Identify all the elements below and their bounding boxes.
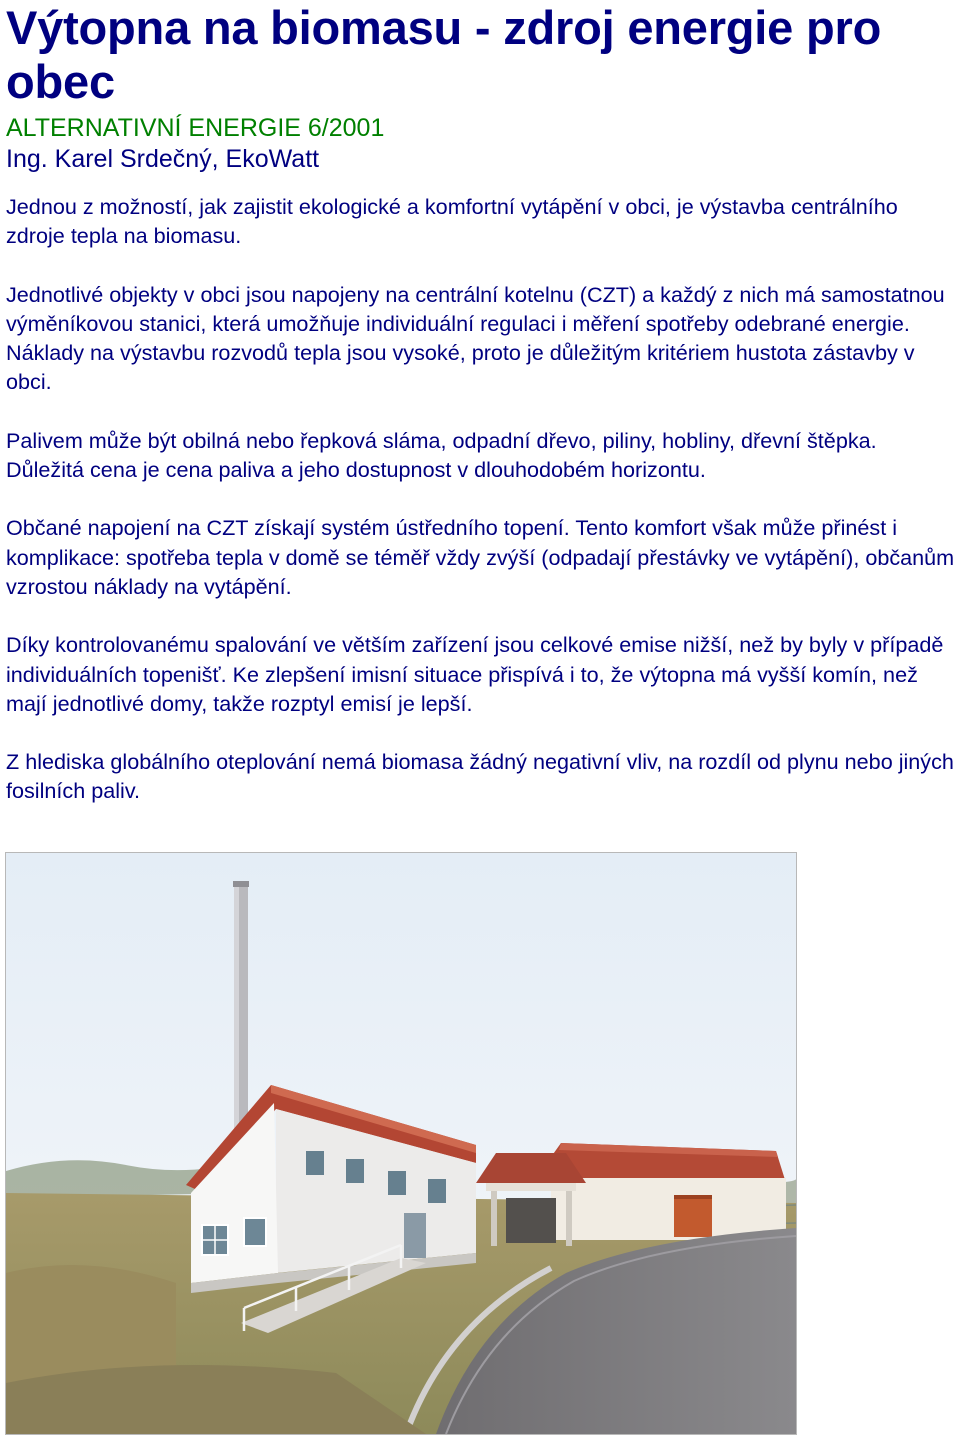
sentence: Náklady na výstavbu rozvodů tepla jsou vysoké, proto je důležitým kritériem hustota zástavby v obci. <box>6 340 915 395</box>
sentence: Palivem může být obilná nebo řepková sláma, odpadní dřevo, piliny, hobliny, dřevní štěpka. <box>6 427 877 453</box>
sentence: Občané napojení na CZT získají systém ústředního topení. <box>6 515 570 541</box>
window <box>428 1179 446 1203</box>
sentence: Díky kontrolovanému spalování ve větším zařízení jsou celkové emise nižší, než by byly v případě individuálních topenišť. <box>6 632 944 687</box>
sentence: Důležitá cena je cena paliva a jeho dostupnost v dlouhodobém horizontu. <box>6 457 706 483</box>
paragraph-citizens <box>6 513 960 601</box>
paragraph-intro <box>6 192 960 251</box>
sentence: Jednou z možností, jak zajistit ekologické a komfortní vytápění v obci, je výstavba centrálního zdroje tepla na biomasu. <box>6 194 898 249</box>
window <box>244 1218 266 1246</box>
sentence: Jednotlivé objekty v obci jsou napojeny na centrální kotelnu (CZT) a každý z nich má samostatnou výměníkovou stanici, která umožňuje individuální regulaci i měření spotřeby odebrané energie. <box>6 281 945 336</box>
heating-plant-photo <box>5 852 797 1435</box>
sentence: Z hlediska globálního oteplování nemá biomasa žádný negativní vliv, na rozdíl od plynu nebo jiných fosilních paliv. <box>6 749 954 804</box>
paragraph-czt <box>6 280 960 397</box>
window <box>306 1151 324 1175</box>
back-building-wall <box>551 1178 786 1240</box>
door <box>404 1213 426 1258</box>
window <box>388 1171 406 1195</box>
paragraph-fuel <box>6 426 960 485</box>
paragraph-global-warming <box>6 747 960 806</box>
article-title: Výtopna na biomasu - zdroj energie pro obec <box>6 1 882 108</box>
paragraph-emissions <box>6 630 960 718</box>
sentence: Ke zlepšení imisní situace přispívá i to, že výtopna má vyšší komín, než mají jednotlivé domy, takže rozptyl emisí je lepší. <box>6 661 918 716</box>
window <box>346 1159 364 1183</box>
article-source: ALTERNATIVNÍ ENERGIE 6/2001 <box>6 114 385 142</box>
article-author: Ing. Karel Srdečný, EkoWatt <box>6 145 320 173</box>
article <box>6 0 960 806</box>
garage-door <box>674 1195 712 1237</box>
sentence: Tento komfort však může přinést i komplikace: spotřeba tepla v domě se téměř vždy zvýší (odpadají přestávky ve vytápění), občanům vzrostou náklady na vytápění. <box>6 515 955 599</box>
